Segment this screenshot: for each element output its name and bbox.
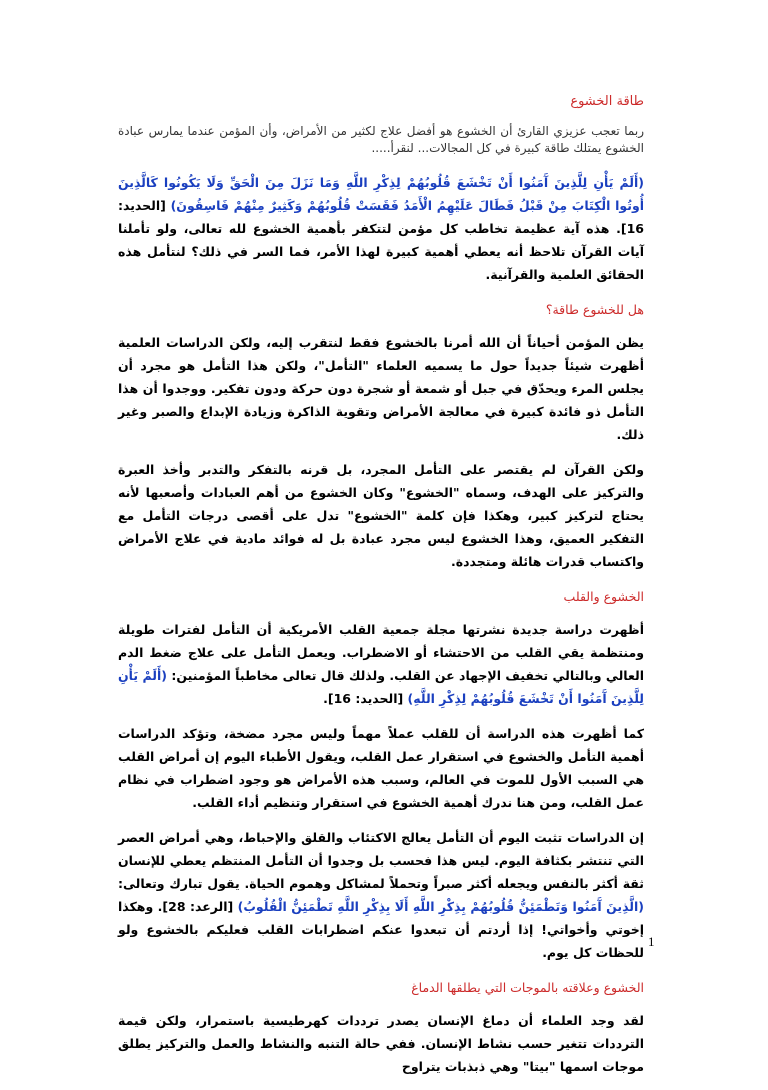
quran-verse: (الَّذِينَ آَمَنُوا وَتَطْمَئِنُّ قُلُوبُهُمْ بِذِكْرِ اللَّهِ أَلَا بِذِكْرِ اللَّهِ تَطْمَئِنُّ الْقُلُوبُ) [237, 899, 644, 914]
article-title: طاقة الخشوع [570, 94, 644, 109]
section-heading: الخشوع وعلاقته بالموجات التي يطلقها الدماغ [411, 980, 644, 995]
paragraph: يظن المؤمن أحياناً أن الله أمرنا بالخشوع فقط لنتقرب إليه، ولكن الدراسات العلمية أظهرت شيئاً جديداً حول ما يسميه العلماء "التأمل"، ولكن هذا التأمل هو مجرد أن يجلس المرء ويحدّق في جبل أو شمعة أو شجرة دون حركة ودون تفكير. ووجدوا أن هذا التأمل ذو فائدة كبيرة في معالجة الأمراض وتقوية الذاكرة وزيادة الإبداع والصبر وغير ذلك. [118, 335, 644, 442]
paragraph-text: إن الدراسات تثبت اليوم أن التأمل يعالج الاكتئاب والقلق والإحباط، وهي أمراض العصر التي تنتشر بكثافة اليوم. ليس هذا فحسب بل وجدوا أن التأمل المنتظم يعطي للإنسان ثقة أكثر بالنفس ويجعله أكثر صبراً وتحملاً لمشاكل وهموم الحياة. يقول تبارك وتعالى: [118, 830, 644, 891]
paragraph: لقد وجد العلماء أن دماغ الإنسان يصدر ترددات كهرطيسية باستمرار، ولكن قيمة الترددات تتغير حسب نشاط الإنسان. ففي حالة التنبه والنشاط والعمل والتركيز يطلق موجات اسمها "بيتا" وهي ذبذبات يتراوح [118, 1013, 644, 1074]
section-heading: هل للخشوع طاقة؟ [545, 302, 644, 317]
paragraph: ولكن القرآن لم يقتصر على التأمل المجرد، بل قرنه بالتفكر والتدبر وأخذ العبرة والتركيز على الهدف، وسماه "الخشوع" وكان الخشوع من أهم العبادات وأصعبها لأنه يحتاج لتركيز كبير، وهكذا فإن كلمة "الخشوع" تدل على أقصى درجات التأمل مع التفكير العميق، وهذا الخشوع ليس مجرد عبادة بل له فوائد مادية في علاج الأمراض واكتساب قدرات هائلة ومتجددة. [118, 462, 644, 569]
paragraph-heart-study [118, 618, 644, 710]
paragraph-text: أظهرت دراسة جديدة نشرتها مجلة جمعية القلب الأمريكية أن التأمل لفترات طويلة ومنتظمة يقي القلب من الاحتشاء أو الاضطراب. ويعمل التأمل على علاج ضغط الدم العالي وبالتالي تخفيف الإجهاد عن القلب. ولذلك قال تعالى مخاطباً المؤمنين: [118, 622, 644, 683]
paragraph-text: [الحديد: 16]. هذه آية عظيمة تخاطب كل مؤمن لتتكفر بأهمية الخشوع لله تعالى، ولو تأملنا آيات القرآن تلاحظ أنه يعطي أهمية كبيرة لهذا الأمر، فما السر في ذلك؟ لنتأمل هذه الحقائق العلمية والقرآنية. [118, 198, 644, 282]
section-heading: الخشوع والقلب [563, 589, 644, 604]
article-body [118, 94, 644, 1090]
paragraph-verse-hadid [118, 171, 644, 286]
quran-verse: (أَلَمْ يَأْنِ لِلَّذِينَ آَمَنُوا أَنْ تَخْشَعَ قُلُوبُهُمْ لِذِكْرِ اللَّهِ وَمَا نَزَلَ مِنَ الْحَقِّ وَلَا يَكُونُوا كَالَّذِينَ أُوتُوا الْكِتَابَ مِنْ قَبْلُ فَطَالَ عَلَيْهِمُ الْأَمَدُ فَقَسَتْ قُلُوبُهُمْ وَكَثِيرٌ مِنْهُمْ فَاسِقُونَ) [118, 175, 644, 213]
quran-verse: (أَلَمْ يَأْنِ لِلَّذِينَ آَمَنُوا أَنْ تَخْشَعَ قُلُوبُهُمْ لِذِكْرِ اللَّهِ) [118, 668, 644, 706]
page-number: 1 [648, 934, 655, 949]
intro-paragraph: ربما تعجب عزيزي القارئ أن الخشوع هو أفضل علاج لكثير من الأمراض، وأن المؤمن عندما يمارس عبادة الخشوع يمتلك طاقة كبيرة في كل المجالات... لنقرأ..... [118, 124, 644, 155]
verse-reference: [الرعد: 28]. وهكذا إخوتي وأخواتي! إذا أردتم أن تبعدوا عنكم اضطرابات القلب فعليكم بالخشوع ولو للحظات كل يوم. [118, 899, 644, 960]
paragraph-depression [118, 826, 644, 964]
verse-reference: [الحديد: 16]. [323, 691, 408, 706]
paragraph: كما أظهرت هذه الدراسة أن للقلب عملاً مهماً وليس مجرد مضخة، وتؤكد الدراسات أهمية التأمل والخشوع في استقرار عمل القلب، ويقول الأطباء اليوم إن أمراض القلب هي السبب الأول للموت في العالم، وسبب هذه الأمراض هو وجود اضطراب في نظام عمل القلب، ومن هنا ندرك أهمية الخشوع في استقرار وتنظيم أداء القلب. [118, 726, 644, 810]
